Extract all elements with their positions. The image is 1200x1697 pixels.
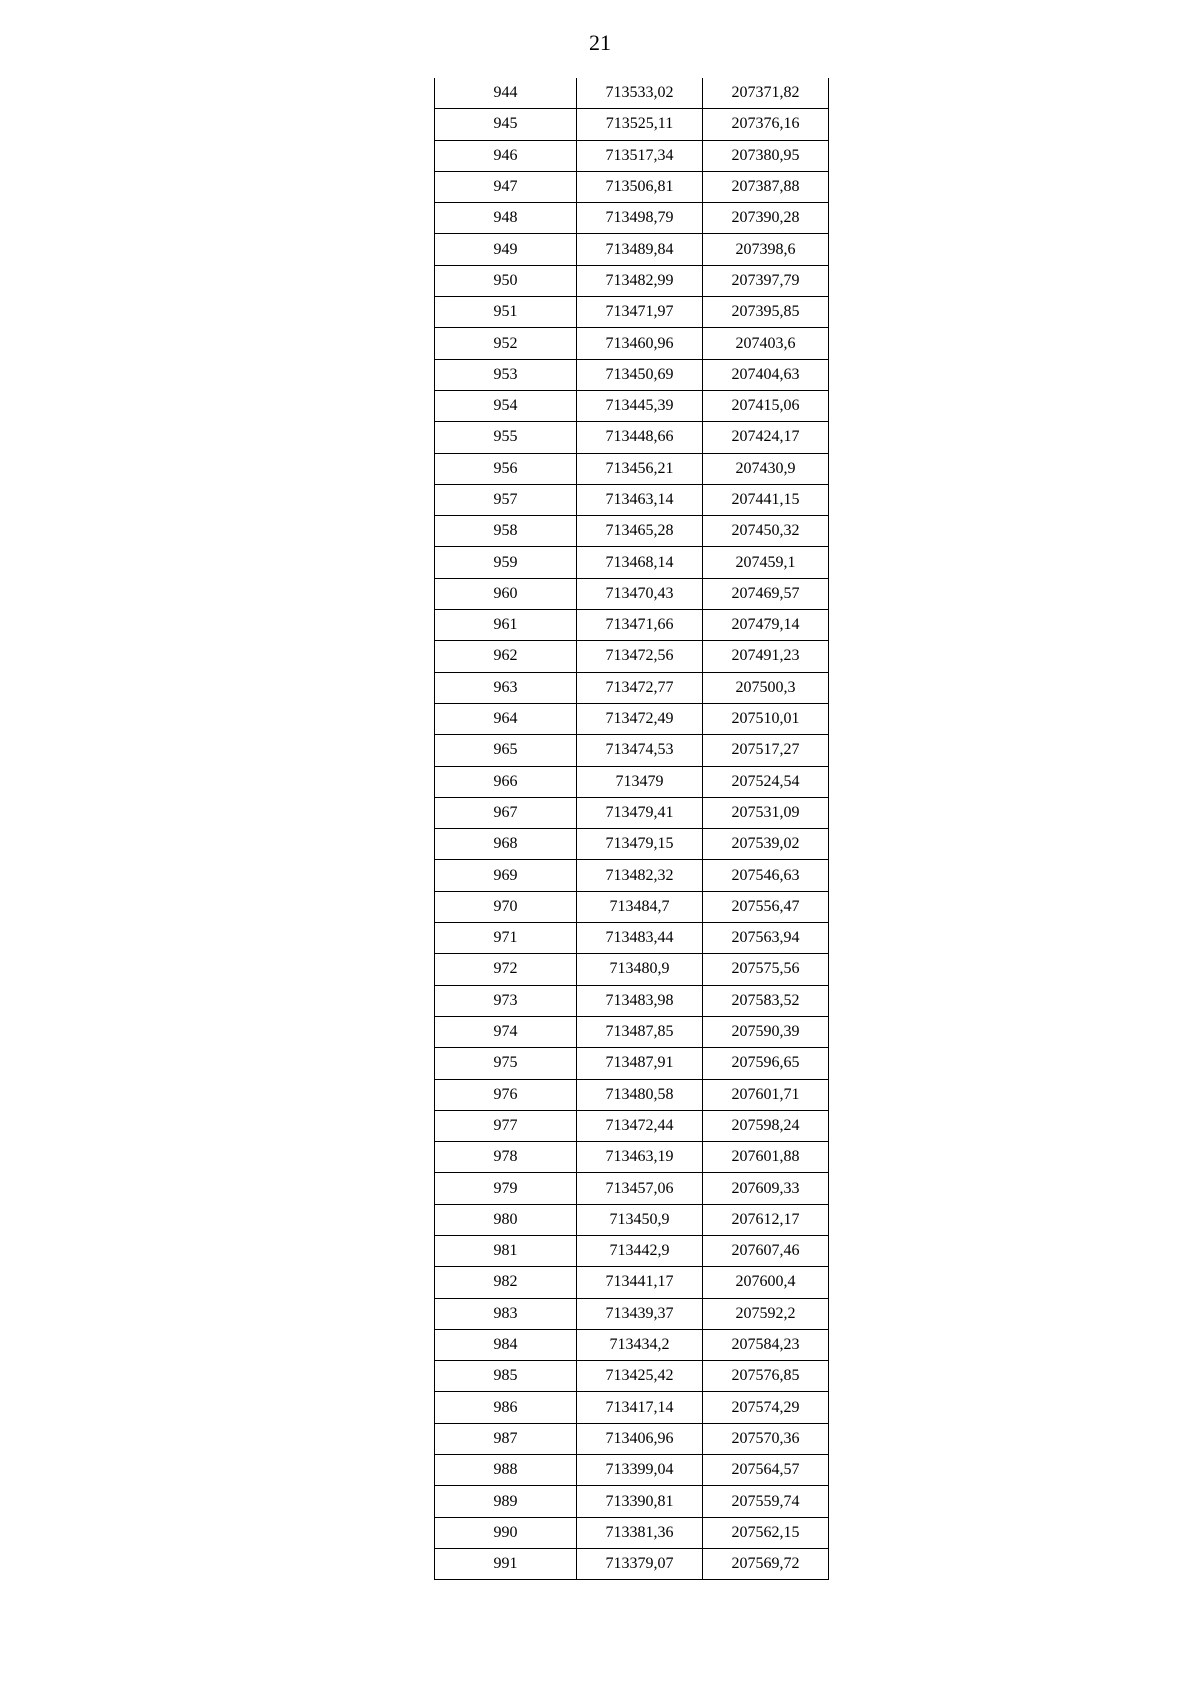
x-coordinate-cell: 713460,96 [577, 328, 703, 359]
table-row [435, 203, 829, 234]
table-row [435, 484, 829, 515]
point-number-cell: 975 [435, 1048, 577, 1079]
y-coordinate-cell: 207570,36 [703, 1423, 829, 1454]
point-number-cell: 968 [435, 829, 577, 860]
x-coordinate-cell: 713425,42 [577, 1361, 703, 1392]
x-coordinate-cell: 713445,39 [577, 390, 703, 421]
point-number-cell: 988 [435, 1455, 577, 1486]
table-row [435, 547, 829, 578]
x-coordinate-cell: 713450,69 [577, 359, 703, 390]
point-number-cell: 980 [435, 1204, 577, 1235]
point-number-cell: 944 [435, 78, 577, 109]
table-row [435, 1392, 829, 1423]
point-number-cell: 990 [435, 1517, 577, 1548]
point-number-cell: 961 [435, 610, 577, 641]
point-number-cell: 966 [435, 766, 577, 797]
point-number-cell: 976 [435, 1079, 577, 1110]
x-coordinate-cell: 713439,37 [577, 1298, 703, 1329]
y-coordinate-cell: 207559,74 [703, 1486, 829, 1517]
table-row [435, 923, 829, 954]
y-coordinate-cell: 207564,57 [703, 1455, 829, 1486]
y-coordinate-cell: 207556,47 [703, 891, 829, 922]
x-coordinate-cell: 713390,81 [577, 1486, 703, 1517]
point-number-cell: 945 [435, 109, 577, 140]
point-number-cell: 949 [435, 234, 577, 265]
table-row [435, 641, 829, 672]
x-coordinate-cell: 713381,36 [577, 1517, 703, 1548]
x-coordinate-cell: 713434,2 [577, 1329, 703, 1360]
table-row [435, 797, 829, 828]
y-coordinate-cell: 207517,27 [703, 735, 829, 766]
x-coordinate-cell: 713483,44 [577, 923, 703, 954]
x-coordinate-cell: 713379,07 [577, 1548, 703, 1579]
y-coordinate-cell: 207397,79 [703, 265, 829, 296]
x-coordinate-cell: 713472,77 [577, 672, 703, 703]
table-row [435, 1173, 829, 1204]
x-coordinate-cell: 713471,66 [577, 610, 703, 641]
point-number-cell: 967 [435, 797, 577, 828]
point-number-cell: 971 [435, 923, 577, 954]
point-number-cell: 979 [435, 1173, 577, 1204]
table-row [435, 1486, 829, 1517]
table-row [435, 954, 829, 985]
table-row [435, 735, 829, 766]
y-coordinate-cell: 207601,71 [703, 1079, 829, 1110]
y-coordinate-cell: 207596,65 [703, 1048, 829, 1079]
x-coordinate-cell: 713474,53 [577, 735, 703, 766]
table-row [435, 453, 829, 484]
x-coordinate-cell: 713483,98 [577, 985, 703, 1016]
table-row [435, 829, 829, 860]
x-coordinate-cell: 713406,96 [577, 1423, 703, 1454]
x-coordinate-cell: 713457,06 [577, 1173, 703, 1204]
y-coordinate-cell: 207612,17 [703, 1204, 829, 1235]
table-row [435, 78, 829, 109]
point-number-cell: 989 [435, 1486, 577, 1517]
y-coordinate-cell: 207592,2 [703, 1298, 829, 1329]
x-coordinate-cell: 713480,9 [577, 954, 703, 985]
point-number-cell: 977 [435, 1110, 577, 1141]
point-number-cell: 958 [435, 516, 577, 547]
table-row [435, 422, 829, 453]
point-number-cell: 986 [435, 1392, 577, 1423]
y-coordinate-cell: 207387,88 [703, 171, 829, 202]
point-number-cell: 985 [435, 1361, 577, 1392]
point-number-cell: 946 [435, 140, 577, 171]
x-coordinate-cell: 713479,41 [577, 797, 703, 828]
table-row [435, 1423, 829, 1454]
y-coordinate-cell: 207390,28 [703, 203, 829, 234]
y-coordinate-cell: 207598,24 [703, 1110, 829, 1141]
point-number-cell: 959 [435, 547, 577, 578]
point-number-cell: 978 [435, 1142, 577, 1173]
table-row [435, 1455, 829, 1486]
table-row [435, 1048, 829, 1079]
x-coordinate-cell: 713456,21 [577, 453, 703, 484]
y-coordinate-cell: 207424,17 [703, 422, 829, 453]
table-row [435, 1267, 829, 1298]
table-row [435, 1329, 829, 1360]
table-row [435, 1298, 829, 1329]
point-number-cell: 960 [435, 578, 577, 609]
y-coordinate-cell: 207576,85 [703, 1361, 829, 1392]
x-coordinate-cell: 713482,32 [577, 860, 703, 891]
x-coordinate-cell: 713441,17 [577, 1267, 703, 1298]
table-row [435, 1361, 829, 1392]
table-row [435, 1142, 829, 1173]
y-coordinate-cell: 207584,23 [703, 1329, 829, 1360]
y-coordinate-cell: 207469,57 [703, 578, 829, 609]
x-coordinate-cell: 713472,44 [577, 1110, 703, 1141]
x-coordinate-cell: 713482,99 [577, 265, 703, 296]
x-coordinate-cell: 713472,49 [577, 703, 703, 734]
y-coordinate-cell: 207441,15 [703, 484, 829, 515]
y-coordinate-cell: 207563,94 [703, 923, 829, 954]
table-row [435, 891, 829, 922]
y-coordinate-cell: 207601,88 [703, 1142, 829, 1173]
table-row [435, 171, 829, 202]
y-coordinate-cell: 207609,33 [703, 1173, 829, 1204]
y-coordinate-cell: 207562,15 [703, 1517, 829, 1548]
coordinates-table-body [435, 78, 829, 1580]
x-coordinate-cell: 713448,66 [577, 422, 703, 453]
point-number-cell: 984 [435, 1329, 577, 1360]
table-row [435, 1016, 829, 1047]
y-coordinate-cell: 207450,32 [703, 516, 829, 547]
point-number-cell: 983 [435, 1298, 577, 1329]
x-coordinate-cell: 713484,7 [577, 891, 703, 922]
table-row [435, 109, 829, 140]
x-coordinate-cell: 713463,14 [577, 484, 703, 515]
point-number-cell: 952 [435, 328, 577, 359]
table-row [435, 578, 829, 609]
y-coordinate-cell: 207607,46 [703, 1235, 829, 1266]
x-coordinate-cell: 713525,11 [577, 109, 703, 140]
table-row [435, 516, 829, 547]
point-number-cell: 963 [435, 672, 577, 703]
x-coordinate-cell: 713417,14 [577, 1392, 703, 1423]
y-coordinate-cell: 207395,85 [703, 297, 829, 328]
x-coordinate-cell: 713498,79 [577, 203, 703, 234]
table-row [435, 234, 829, 265]
y-coordinate-cell: 207569,72 [703, 1548, 829, 1579]
table-row [435, 265, 829, 296]
point-number-cell: 950 [435, 265, 577, 296]
x-coordinate-cell: 713468,14 [577, 547, 703, 578]
x-coordinate-cell: 713487,85 [577, 1016, 703, 1047]
y-coordinate-cell: 207531,09 [703, 797, 829, 828]
y-coordinate-cell: 207479,14 [703, 610, 829, 641]
point-number-cell: 947 [435, 171, 577, 202]
x-coordinate-cell: 713442,9 [577, 1235, 703, 1266]
page-number: 21 [589, 30, 611, 55]
x-coordinate-cell: 713533,02 [577, 78, 703, 109]
x-coordinate-cell: 713487,91 [577, 1048, 703, 1079]
x-coordinate-cell: 713463,19 [577, 1142, 703, 1173]
y-coordinate-cell: 207491,23 [703, 641, 829, 672]
point-number-cell: 948 [435, 203, 577, 234]
table-row [435, 328, 829, 359]
x-coordinate-cell: 713489,84 [577, 234, 703, 265]
x-coordinate-cell: 713472,56 [577, 641, 703, 672]
x-coordinate-cell: 713470,43 [577, 578, 703, 609]
point-number-cell: 974 [435, 1016, 577, 1047]
x-coordinate-cell: 713506,81 [577, 171, 703, 202]
point-number-cell: 982 [435, 1267, 577, 1298]
x-coordinate-cell: 713479 [577, 766, 703, 797]
table-row [435, 703, 829, 734]
y-coordinate-cell: 207546,63 [703, 860, 829, 891]
x-coordinate-cell: 713471,97 [577, 297, 703, 328]
table-row [435, 1079, 829, 1110]
table-row [435, 860, 829, 891]
y-coordinate-cell: 207539,02 [703, 829, 829, 860]
point-number-cell: 973 [435, 985, 577, 1016]
point-number-cell: 957 [435, 484, 577, 515]
point-number-cell: 965 [435, 735, 577, 766]
table-row [435, 1204, 829, 1235]
point-number-cell: 955 [435, 422, 577, 453]
table-row [435, 1110, 829, 1141]
y-coordinate-cell: 207459,1 [703, 547, 829, 578]
y-coordinate-cell: 207583,52 [703, 985, 829, 1016]
y-coordinate-cell: 207415,06 [703, 390, 829, 421]
table-row [435, 390, 829, 421]
y-coordinate-cell: 207575,56 [703, 954, 829, 985]
y-coordinate-cell: 207430,9 [703, 453, 829, 484]
table-row [435, 766, 829, 797]
y-coordinate-cell: 207574,29 [703, 1392, 829, 1423]
table-row [435, 297, 829, 328]
table-row [435, 1235, 829, 1266]
x-coordinate-cell: 713465,28 [577, 516, 703, 547]
point-number-cell: 951 [435, 297, 577, 328]
point-number-cell: 991 [435, 1548, 577, 1579]
y-coordinate-cell: 207404,63 [703, 359, 829, 390]
point-number-cell: 956 [435, 453, 577, 484]
table-row [435, 1548, 829, 1579]
y-coordinate-cell: 207600,4 [703, 1267, 829, 1298]
y-coordinate-cell: 207524,54 [703, 766, 829, 797]
y-coordinate-cell: 207500,3 [703, 672, 829, 703]
point-number-cell: 962 [435, 641, 577, 672]
x-coordinate-cell: 713479,15 [577, 829, 703, 860]
table-row [435, 672, 829, 703]
table-row [435, 140, 829, 171]
x-coordinate-cell: 713399,04 [577, 1455, 703, 1486]
point-number-cell: 964 [435, 703, 577, 734]
table-row [435, 610, 829, 641]
x-coordinate-cell: 713450,9 [577, 1204, 703, 1235]
x-coordinate-cell: 713517,34 [577, 140, 703, 171]
y-coordinate-cell: 207590,39 [703, 1016, 829, 1047]
point-number-cell: 953 [435, 359, 577, 390]
coordinates-table [434, 78, 829, 1580]
y-coordinate-cell: 207403,6 [703, 328, 829, 359]
point-number-cell: 972 [435, 954, 577, 985]
y-coordinate-cell: 207371,82 [703, 78, 829, 109]
y-coordinate-cell: 207380,95 [703, 140, 829, 171]
table-row [435, 1517, 829, 1548]
y-coordinate-cell: 207510,01 [703, 703, 829, 734]
point-number-cell: 970 [435, 891, 577, 922]
point-number-cell: 987 [435, 1423, 577, 1454]
point-number-cell: 954 [435, 390, 577, 421]
table-row [435, 985, 829, 1016]
point-number-cell: 981 [435, 1235, 577, 1266]
y-coordinate-cell: 207398,6 [703, 234, 829, 265]
y-coordinate-cell: 207376,16 [703, 109, 829, 140]
point-number-cell: 969 [435, 860, 577, 891]
x-coordinate-cell: 713480,58 [577, 1079, 703, 1110]
table-row [435, 359, 829, 390]
